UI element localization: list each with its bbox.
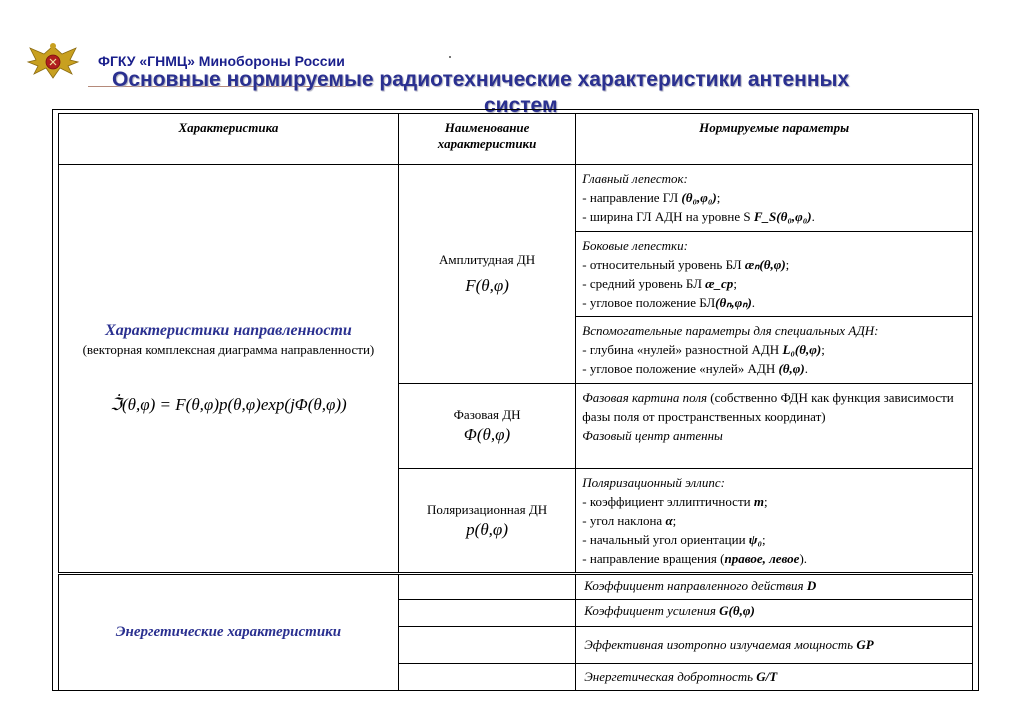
table-row [59,165,973,232]
page-title-line2: систем [484,94,558,117]
list-item [582,255,966,274]
polarization-params-cell [576,469,973,574]
phase-params-cell [576,384,973,469]
item-symbol: L₀(θ,φ) [782,342,822,357]
phase-name-cell [398,384,575,469]
item-text: - ширина ГЛ АДН на уровне S [582,209,754,224]
item-symbol: правое, левое [724,551,800,566]
item-punct: . [751,295,756,310]
item-text: - направление вращения ( [582,551,725,566]
polarization-name-cell [398,469,575,574]
table-header-row [59,114,973,165]
item-symbol: (θ₀,φ₀) [681,190,717,205]
energy-param-symbol: D [806,578,817,593]
amplitude-function: F(θ,φ) [465,276,509,295]
energy-empty-cell [398,627,575,664]
item-symbol: ψ₀ [748,532,763,547]
column-header-name: Наименование характеристики [398,114,575,165]
item-text: - коэффициент эллиптичности [582,494,754,509]
item-text: - направление ГЛ [582,190,682,205]
directivity-cell [59,165,399,574]
item-punct: . [811,209,815,224]
auxiliary-params-cell [576,317,973,384]
list-item [582,492,966,511]
characteristics-table [58,113,973,691]
table-row [59,574,973,600]
decorative-dot [449,56,451,58]
item-symbol: α [665,513,673,528]
item-text: - средний уровень БЛ [582,276,706,291]
energy-param-text: Коэффициент направленного действия [584,578,807,593]
item-symbol: F_S(θ₀,φ₀) [753,209,812,224]
item-text: - начальный угол ориентации [582,532,749,547]
item-punct: ). [799,551,808,566]
energy-param-symbol: G(θ,φ) [719,603,755,618]
list-item [582,274,966,293]
polarization-heading: Поляризационный эллипс: [582,475,725,490]
column-header-parameters: Нормируемые параметры [576,114,973,165]
energy-param-text: Энергетическая добротность [584,669,757,684]
list-item [582,359,966,378]
phase-description [582,388,966,426]
energy-param-symbol: GP [856,637,874,652]
list-item [582,340,966,359]
item-symbol: æₙ(θ,φ) [744,257,786,272]
column-header-characteristic: Характеристика [59,114,399,165]
item-symbol: (θ,φ) [778,361,805,376]
list-item [582,549,966,568]
item-text: - угол наклона [582,513,666,528]
emblem-logo [24,40,82,84]
item-text: - угловое положение «нулей» АДН [582,361,779,376]
item-symbol: æ_ср [705,276,734,291]
organization-name: ФГКУ «ГНМЦ» Минобороны России [98,53,345,69]
energy-param-cell [576,574,973,600]
energy-param-text: Коэффициент усиления [584,603,720,618]
item-symbol: m [753,494,764,509]
auxiliary-heading: Вспомогательные параметры для специальных АДН: [582,323,879,338]
directivity-title: Характеристики направленности [105,322,352,339]
side-lobes-heading: Боковые лепестки: [582,238,688,253]
item-punct: ; [762,532,766,547]
list-item [582,530,966,549]
energy-cell [59,574,399,691]
item-punct: ; [763,494,768,509]
phase-pattern-text: (собственно ФДН как функция зависимости фазы поля от пространственных координат) [582,390,954,424]
energy-param-text: Эффективная изотропно излучаемая мощность [584,637,857,652]
item-punct: ; [672,513,677,528]
list-item [582,188,966,207]
amplitude-name-cell [398,165,575,384]
amplitude-name: Амплитудная ДН [439,252,536,267]
phase-function: Φ(θ,φ) [463,425,511,444]
page-title-line1: Основные нормируемые радиотехнические характеристики антенных [112,68,850,91]
main-lobe-heading: Главный лепесток: [582,171,688,186]
item-symbol: (θₙ,φₙ) [715,295,752,310]
energy-param-symbol: G/T [756,669,778,684]
polarization-name: Поляризационная ДН [427,501,548,517]
item-punct: ; [733,276,737,291]
phase-center: Фазовый центр антенны [582,428,723,443]
energy-param-cell [576,627,973,664]
phase-name: Фазовая ДН [453,407,521,422]
main-lobe-cell [576,165,973,232]
list-item [582,511,966,530]
energy-param-cell [576,664,973,691]
item-text: - угловое положение БЛ [582,295,716,310]
energy-empty-cell [398,600,575,627]
energy-empty-cell [398,574,575,600]
item-punct: ; [716,190,721,205]
directivity-formula: ℑ̇(θ,φ) = F(θ,φ)p(θ,φ)exp(jΦ(θ,φ)) [110,395,347,414]
phase-pattern-label: Фазовая картина поля [582,390,708,405]
item-punct: . [804,361,808,376]
item-text: - глубина «нулей» разностной АДН [582,342,783,357]
energy-title: Энергетические характеристики [115,624,342,640]
side-lobes-cell [576,232,973,317]
polarization-function: p(θ,φ) [466,519,508,539]
list-item [582,207,966,226]
energy-empty-cell [398,664,575,691]
item-punct: ; [821,342,825,357]
item-punct: ; [785,257,790,272]
item-text: - относительный уровень БЛ [582,257,745,272]
energy-param-cell [576,600,973,627]
directivity-subtitle: (векторная комплексная диаграмма направленности) [82,342,375,357]
list-item [582,293,966,312]
